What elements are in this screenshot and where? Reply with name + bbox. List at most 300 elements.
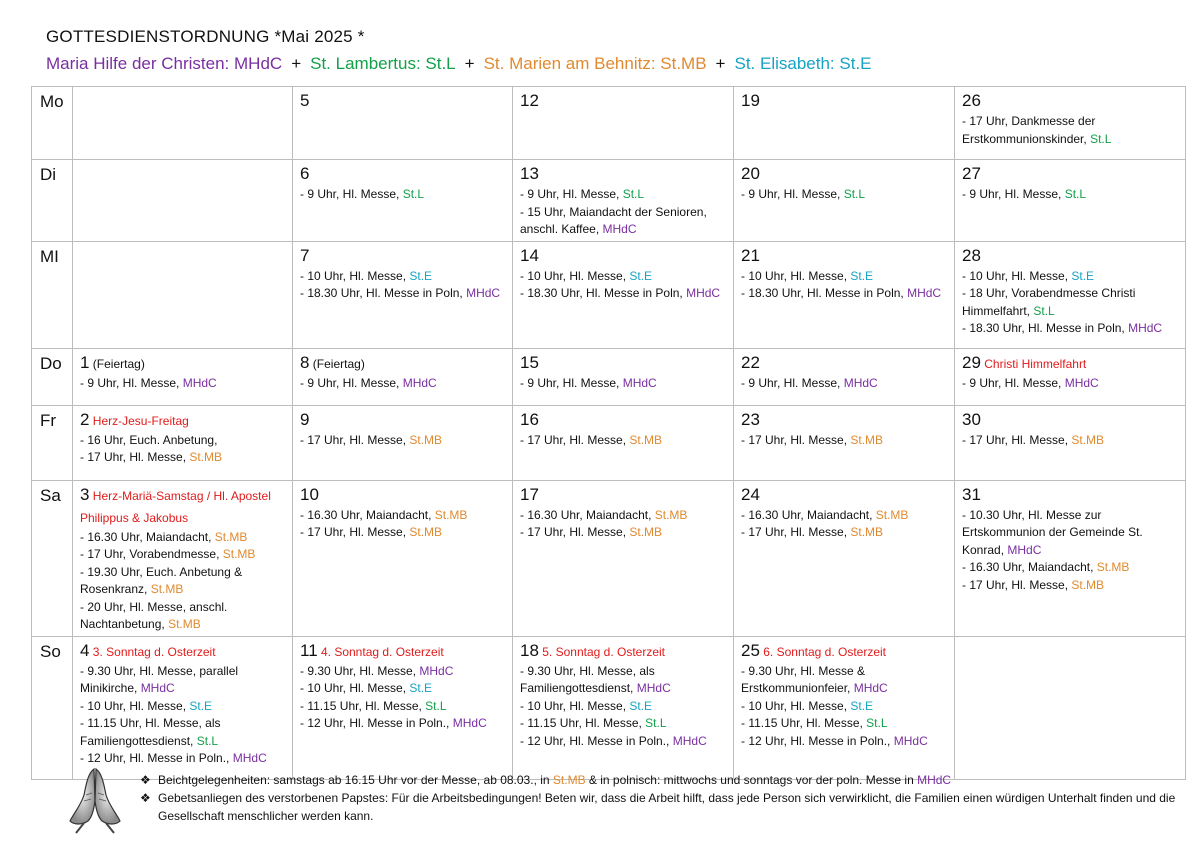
legend-mhdc: Maria Hilfe der Christen: MHdC [46, 54, 283, 73]
day-header [962, 352, 1179, 375]
service-text: - 9.30 Uhr, Hl. Messe, als Familiengottesdienst, [520, 663, 655, 695]
day-header [962, 409, 1179, 432]
service-text: - 17 Uhr, Hl. Messe, [80, 450, 190, 464]
parish-tag: St.L [425, 698, 447, 713]
service-entry [741, 698, 948, 716]
service-text: - 10 Uhr, Hl. Messe, [962, 268, 1072, 283]
service-text: - 17 Uhr, Hl. Messe, [300, 525, 410, 539]
service-text: - 9 Uhr, Hl. Messe, [741, 187, 844, 201]
service-text: - 18.30 Uhr, Hl. Messe in Poln, [962, 321, 1129, 335]
weekday-label: Fr [32, 405, 73, 480]
footer-notes [140, 771, 1180, 825]
service-entry [80, 564, 286, 599]
parish-tag: St.L [1064, 187, 1087, 201]
service-text: - 16.30 Uhr, Maiandacht, [300, 507, 435, 522]
service-entry [520, 524, 727, 542]
day-header [300, 640, 506, 663]
service-entry [300, 268, 506, 286]
service-entry [80, 432, 286, 450]
service-text: - 18 Uhr, Vorabendmesse Christi Himmelfahrt, [962, 286, 1136, 318]
service-text: - 18.30 Uhr, Hl. Messe in Poln, [300, 286, 467, 300]
service-text: - 16.30 Uhr, Maiandacht, [80, 529, 215, 544]
day-header [520, 163, 727, 186]
day-header [520, 90, 727, 113]
service-text: - 9.30 Uhr, Hl. Messe & Erstkommunionfeier, [741, 663, 866, 695]
day-header [520, 245, 727, 268]
day-header [962, 245, 1179, 268]
parish-tag: St.MB [168, 617, 201, 631]
date-number: 4 [80, 640, 90, 660]
day-cell [955, 405, 1186, 480]
service-text: - 17 Uhr, Dankmesse der Erstkommunionskinder, [962, 114, 1096, 146]
feast-name: Herz-Jesu-Freitag [89, 413, 189, 428]
date-number: 7 [300, 245, 310, 265]
date-number: 20 [741, 164, 760, 183]
parish-tag: MHdC [182, 375, 217, 390]
parish-tag: St.MB [1071, 432, 1105, 447]
calendar-row-mo [32, 87, 1186, 160]
service-text: - 11.15 Uhr, Hl. Messe, [520, 716, 646, 730]
service-text: - 9 Uhr, Hl. Messe, [520, 187, 623, 201]
parish-tag: MHdC [452, 716, 487, 730]
parish-tag: MHdC [1064, 375, 1099, 390]
service-text: - 17 Uhr, Vorabendmesse, [80, 547, 223, 561]
service-text: - 17 Uhr, Hl. Messe, [962, 577, 1072, 592]
service-text: - 16.30 Uhr, Maiandacht, [741, 507, 876, 522]
service-text: - 19.30 Uhr, Euch. Anbetung & Rosenkranz, [80, 564, 243, 596]
holiday-note: (Feiertag) [309, 356, 365, 371]
parish-tag: MHdC [1128, 321, 1163, 335]
service-text: - 17 Uhr, Hl. Messe, [741, 432, 851, 447]
date-number: 14 [520, 245, 539, 265]
day-cell [513, 480, 734, 636]
date-number: 3 [80, 484, 90, 504]
feast-name: 4. Sonntag d. Osterzeit [317, 644, 444, 659]
confession-tag-mhdc: MHdC [917, 773, 952, 787]
day-header [741, 245, 948, 268]
prayer-text: Gebetsanliegen des verstorbenen Papstes: Für die Arbeitsbedingungen! Beten wir, dass die Arbeit hilft, dass jede Person sich verwirklicht, die Familien einen würdigen Unterhalt finden und die Gesellschaft menschlicher werden kann. [158, 791, 1176, 823]
service-entry [962, 432, 1179, 450]
day-header [520, 409, 727, 432]
service-entry [300, 375, 506, 393]
date-number: 29 [962, 352, 981, 372]
service-text: - 16.30 Uhr, Maiandacht, [520, 507, 655, 522]
service-entry [520, 698, 727, 716]
parish-tag: St.MB [1071, 577, 1105, 592]
parish-tag: MHdC [1007, 542, 1042, 557]
day-cell [734, 87, 955, 160]
service-text: - 16 Uhr, Euch. Anbetung, [80, 432, 218, 447]
service-text: - 17 Uhr, Hl. Messe, [520, 432, 630, 447]
service-entry [80, 449, 286, 467]
service-entry [80, 529, 286, 547]
day-cell [513, 87, 734, 160]
day-cell [73, 348, 293, 405]
parish-tag: St.E [629, 698, 653, 713]
service-text: - 9 Uhr, Hl. Messe, [741, 375, 844, 390]
service-entry [741, 186, 948, 204]
date-number: 27 [962, 164, 981, 183]
service-text: - 20 Uhr, Hl. Messe, anschl. Nachtanbetung, [80, 599, 228, 631]
service-entry [80, 663, 286, 698]
service-text: - 11.15 Uhr, Hl. Messe, als Familiengottesdienst, [80, 716, 221, 748]
weekday-label: MI [32, 241, 73, 348]
day-header [300, 352, 506, 375]
parish-tag: St.MB [875, 507, 909, 522]
feast-name: Christi Himmelfahrt [980, 356, 1087, 371]
parish-tag: St.MB [629, 432, 663, 447]
date-number: 21 [741, 245, 760, 265]
day-header [300, 409, 506, 432]
empty-cell [73, 160, 293, 242]
service-entry [962, 320, 1179, 338]
parish-tag: MHdC [419, 663, 454, 678]
date-number: 6 [300, 164, 310, 183]
empty-cell [955, 636, 1186, 779]
service-text: - 12 Uhr, Hl. Messe in Poln., [741, 733, 894, 748]
service-entry [300, 698, 506, 716]
weekday-label: Mo [32, 87, 73, 160]
parish-tag: St.L [622, 187, 645, 201]
date-number: 5 [300, 91, 310, 110]
parish-tag: MHdC [232, 751, 267, 765]
service-entry [741, 375, 948, 393]
service-entry [520, 663, 727, 698]
confession-text-2: & in polnisch: mittwochs und sonntags vor der poln. Messe in [585, 773, 918, 787]
service-text: - 10 Uhr, Hl. Messe, [300, 268, 410, 283]
parish-tag: St.MB [409, 432, 443, 447]
date-number: 15 [520, 352, 539, 372]
day-header [80, 640, 286, 663]
parish-tag: St.MB [629, 525, 663, 539]
date-number: 25 [741, 640, 760, 660]
day-cell [513, 405, 734, 480]
parish-tag: St.MB [1096, 560, 1130, 574]
parish-tag: St.MB [434, 507, 468, 522]
day-cell [734, 405, 955, 480]
service-text: - 10 Uhr, Hl. Messe, [520, 268, 630, 283]
day-header [300, 484, 506, 507]
day-cell [955, 480, 1186, 636]
day-cell [955, 348, 1186, 405]
praying-hands-icon [64, 765, 126, 835]
date-number: 1 [80, 352, 90, 372]
day-header [741, 409, 948, 432]
parish-tag: MHdC [466, 286, 501, 300]
day-cell [293, 241, 513, 348]
service-entry [741, 285, 948, 303]
bullet-icon: ❖ [140, 773, 151, 787]
service-entry [520, 204, 727, 239]
parish-tag: St.E [189, 698, 213, 713]
parish-tag: St.E [409, 268, 433, 283]
day-cell [513, 348, 734, 405]
day-cell [73, 636, 293, 779]
date-number: 18 [520, 640, 539, 660]
legend-ste: St. Elisabeth: St.E [734, 54, 872, 73]
parish-tag: St.MB [409, 525, 443, 539]
service-entry [300, 663, 506, 681]
service-entry [962, 268, 1179, 286]
service-text: - 11.15 Uhr, Hl. Messe, [741, 716, 867, 730]
service-text: - 9.30 Uhr, Hl. Messe, parallel Minikirche, [80, 663, 239, 695]
service-text: - 10.30 Uhr, Hl. Messe zur Ertskommunion der Gemeinde St. Konrad, [962, 507, 1143, 557]
prayer-note [140, 789, 1180, 825]
day-cell [73, 480, 293, 636]
confession-tag-stmb: St.MB [552, 773, 586, 787]
service-text: - 10 Uhr, Hl. Messe, [741, 268, 851, 283]
parish-tag: St.E [409, 681, 433, 695]
day-cell [734, 636, 955, 779]
empty-cell [73, 241, 293, 348]
parish-tag: MHdC [402, 375, 437, 390]
parish-tag: MHdC [853, 681, 888, 695]
service-entry [520, 186, 727, 204]
parish-tag: St.L [1033, 303, 1055, 318]
parish-tag: MHdC [622, 375, 657, 390]
day-header [300, 163, 506, 186]
day-cell [293, 480, 513, 636]
parish-tag: St.E [629, 268, 653, 283]
calendar-row-fr [32, 405, 1186, 480]
service-entry [300, 432, 506, 450]
service-text: - 9 Uhr, Hl. Messe, [962, 187, 1065, 201]
service-entry [520, 715, 727, 733]
parish-tag: MHdC [602, 222, 637, 236]
parish-tag: St.L [402, 187, 425, 201]
date-number: 28 [962, 245, 981, 265]
parish-tag: St.MB [850, 432, 884, 447]
service-text: - 17 Uhr, Hl. Messe, [300, 432, 410, 447]
service-text: - 16.30 Uhr, Maiandacht, [962, 560, 1097, 574]
day-cell [73, 405, 293, 480]
calendar-row-sa [32, 480, 1186, 636]
calendar-row-di [32, 160, 1186, 242]
day-header [962, 90, 1179, 113]
day-header [741, 163, 948, 186]
feast-name: Herz-Mariä-Samstag / Hl. Apostel Philippus & Jakobus [80, 488, 271, 525]
day-cell [513, 241, 734, 348]
date-number: 24 [741, 484, 760, 504]
confession-text-1: Beichtgelegenheiten: samstags ab 16.15 Uhr vor der Messe, ab 08.03., in [158, 773, 553, 787]
feast-name: 3. Sonntag d. Osterzeit [89, 644, 216, 659]
service-entry [741, 715, 948, 733]
service-entry [741, 733, 948, 751]
service-text: - 9 Uhr, Hl. Messe, [80, 375, 183, 390]
day-header [520, 640, 727, 663]
day-cell [293, 636, 513, 779]
day-cell [734, 348, 955, 405]
calendar-row-mi [32, 241, 1186, 348]
holiday-note: (Feiertag) [89, 356, 145, 371]
service-calendar [31, 86, 1186, 780]
date-number: 22 [741, 352, 760, 372]
day-header [962, 484, 1179, 507]
service-entry [741, 524, 948, 542]
weekday-label: Di [32, 160, 73, 242]
day-header [80, 352, 286, 375]
parish-tag: St.L [1090, 131, 1112, 146]
service-text: - 9 Uhr, Hl. Messe, [962, 375, 1065, 390]
empty-cell [73, 87, 293, 160]
service-entry [962, 113, 1179, 148]
day-header [741, 640, 948, 663]
legend-plus: + [291, 54, 302, 73]
service-entry [300, 715, 506, 733]
parish-tag: St.MB [850, 525, 884, 539]
service-entry [80, 599, 286, 634]
calendar-row-do [32, 348, 1186, 405]
parish-tag: MHdC [140, 681, 175, 695]
parish-tag: St.L [196, 733, 219, 748]
date-number: 16 [520, 409, 539, 429]
confession-note [140, 771, 1180, 789]
parish-tag: St.L [843, 187, 866, 201]
weekday-label: Do [32, 348, 73, 405]
day-header [520, 352, 727, 375]
service-entry [962, 559, 1179, 577]
service-text: - 12 Uhr, Hl. Messe in Poln., [80, 751, 233, 765]
service-text: - 9 Uhr, Hl. Messe, [520, 375, 623, 390]
bullet-icon: ❖ [140, 791, 151, 805]
parish-tag: St.MB [214, 529, 248, 544]
day-header [300, 245, 506, 268]
day-cell [955, 160, 1186, 242]
service-entry [80, 698, 286, 716]
service-entry [962, 186, 1179, 204]
parish-tag: St.MB [150, 582, 184, 596]
parish-tag: MHdC [686, 286, 721, 300]
day-header [520, 484, 727, 507]
parish-tag: St.MB [654, 507, 688, 522]
date-number: 8 [300, 352, 310, 372]
parish-legend [46, 54, 872, 74]
day-cell [293, 405, 513, 480]
date-number: 26 [962, 91, 981, 110]
page-title: GOTTESDIENSTORDNUNG *Mai 2025 * [46, 27, 365, 46]
service-text: - 9 Uhr, Hl. Messe, [300, 187, 403, 201]
parish-tag: St.E [1071, 268, 1095, 283]
parish-tag: St.L [866, 716, 888, 730]
service-text: - 11.15 Uhr, Hl. Messe, [300, 698, 426, 713]
service-entry [300, 680, 506, 698]
service-entry [520, 285, 727, 303]
service-entry [520, 507, 727, 525]
day-cell [293, 160, 513, 242]
day-header [741, 484, 948, 507]
day-cell [955, 87, 1186, 160]
day-cell [513, 160, 734, 242]
service-entry [962, 375, 1179, 393]
service-entry [300, 285, 506, 303]
service-text: - 12 Uhr, Hl. Messe in Poln., [520, 733, 673, 748]
service-entry [520, 432, 727, 450]
service-entry [300, 524, 506, 542]
day-cell [955, 241, 1186, 348]
service-entry [520, 375, 727, 393]
day-header [80, 409, 286, 432]
parish-tag: St.E [850, 698, 874, 713]
date-number: 2 [80, 409, 90, 429]
service-text: - 10 Uhr, Hl. Messe, [80, 698, 190, 713]
date-number: 13 [520, 164, 539, 183]
service-entry [300, 507, 506, 525]
service-entry [741, 268, 948, 286]
service-text: - 17 Uhr, Hl. Messe, [741, 525, 851, 539]
legend-plus: + [715, 54, 726, 73]
weekday-label: Sa [32, 480, 73, 636]
weekday-label: So [32, 636, 73, 779]
service-entry [520, 268, 727, 286]
parish-tag: MHdC [907, 286, 942, 300]
parish-tag: MHdC [843, 375, 878, 390]
service-text: - 15 Uhr, Maiandacht der Senioren, anschl. Kaffee, [520, 204, 707, 236]
day-header [741, 352, 948, 375]
date-number: 9 [300, 409, 310, 429]
feast-name: 5. Sonntag d. Osterzeit [538, 644, 665, 659]
date-number: 11 [300, 640, 318, 660]
parish-tag: St.E [850, 268, 874, 283]
date-number: 23 [741, 409, 760, 429]
service-text: - 10 Uhr, Hl. Messe, [300, 681, 410, 695]
calendar-row-so [32, 636, 1186, 779]
date-number: 17 [520, 484, 539, 504]
date-number: 31 [962, 484, 981, 504]
date-number: 30 [962, 409, 981, 429]
day-cell [293, 348, 513, 405]
service-entry [741, 432, 948, 450]
parish-tag: MHdC [636, 681, 671, 695]
service-entry [741, 663, 948, 698]
day-header [962, 163, 1179, 186]
legend-stl: St. Lambertus: St.L [310, 54, 456, 73]
day-cell [734, 160, 955, 242]
parish-tag: MHdC [672, 733, 707, 748]
service-text: - 17 Uhr, Hl. Messe, [962, 432, 1072, 447]
service-entry [962, 577, 1179, 595]
service-entry [80, 715, 286, 750]
service-entry [80, 375, 286, 393]
legend-plus: + [464, 54, 475, 73]
service-entry [962, 507, 1179, 560]
service-text: - 9.30 Uhr, Hl. Messe, [300, 663, 420, 678]
service-text: - 18.30 Uhr, Hl. Messe in Poln, [520, 286, 687, 300]
day-cell [734, 241, 955, 348]
service-entry [520, 733, 727, 751]
service-text: - 12 Uhr, Hl. Messe in Poln., [300, 716, 453, 730]
service-entry [300, 186, 506, 204]
day-cell [293, 87, 513, 160]
feast-name: 6. Sonntag d. Osterzeit [759, 644, 886, 659]
service-entry [741, 507, 948, 525]
service-text: - 17 Uhr, Hl. Messe, [520, 525, 630, 539]
day-header [741, 90, 948, 113]
day-header [300, 90, 506, 113]
service-text: - 10 Uhr, Hl. Messe, [741, 698, 851, 713]
parish-tag: MHdC [893, 733, 928, 748]
day-cell [513, 636, 734, 779]
day-cell [734, 480, 955, 636]
parish-tag: St.MB [222, 547, 256, 561]
date-number: 19 [741, 91, 760, 110]
legend-stmb: St. Marien am Behnitz: St.MB [483, 54, 707, 73]
parish-tag: St.L [645, 716, 667, 730]
service-entry [962, 285, 1179, 320]
date-number: 12 [520, 91, 539, 110]
service-text: - 9 Uhr, Hl. Messe, [300, 375, 403, 390]
service-text: - 18.30 Uhr, Hl. Messe in Poln, [741, 286, 908, 300]
parish-tag: St.MB [189, 450, 223, 464]
